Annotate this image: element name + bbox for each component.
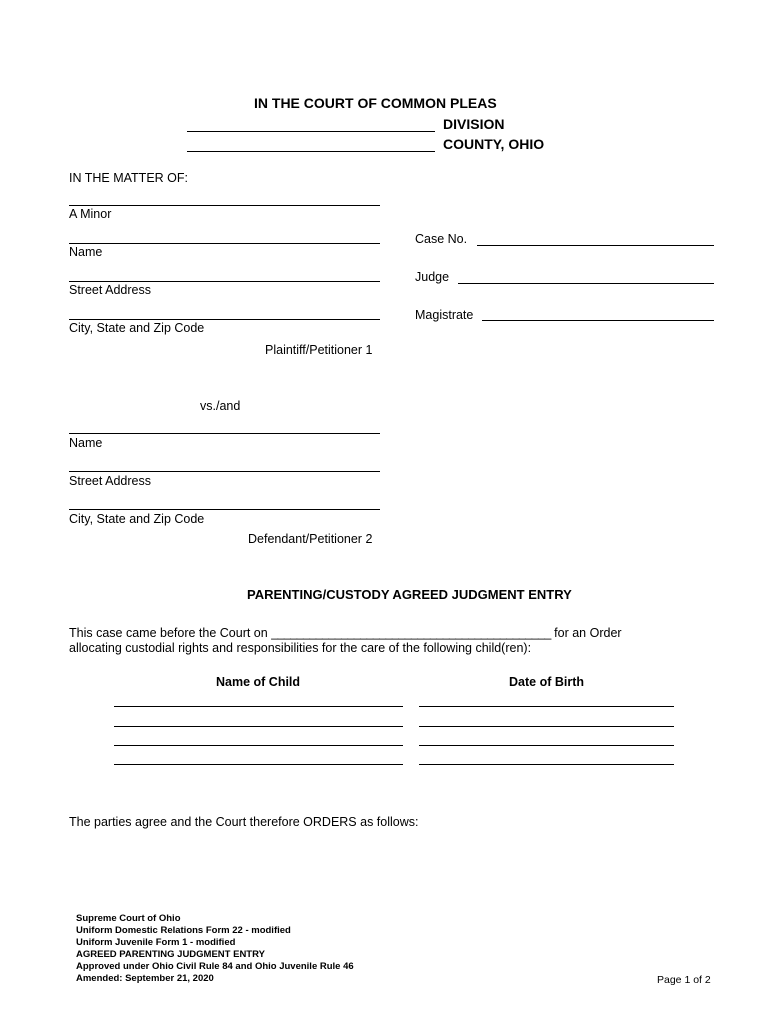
magistrate-label: Magistrate <box>415 308 474 322</box>
child-dob-line-3[interactable] <box>419 745 674 746</box>
plaintiff-street-label: Street Address <box>69 283 151 297</box>
defendant-name-field-line[interactable] <box>69 433 380 434</box>
plaintiff-name-label: Name <box>69 245 103 259</box>
child-name-line-2[interactable] <box>114 726 403 727</box>
plaintiff-city-field-line[interactable] <box>69 319 380 320</box>
intro-text-end: for an Order <box>554 626 622 640</box>
division-label: DIVISION <box>443 116 505 132</box>
defendant-city-field-line[interactable] <box>69 509 380 510</box>
matter-of-label: IN THE MATTER OF: <box>69 171 188 185</box>
child-name-line-3[interactable] <box>114 745 403 746</box>
orders-text: The parties agree and the Court therefore ORDERS as follows: <box>69 815 419 829</box>
child-dob-line-1[interactable] <box>419 706 674 707</box>
defendant-street-field-line[interactable] <box>69 471 380 472</box>
plaintiff-street-field-line[interactable] <box>69 281 380 282</box>
footer-line: Uniform Domestic Relations Form 22 - modified <box>76 925 291 936</box>
defendant-label: Defendant/Petitioner 2 <box>248 532 373 546</box>
defendant-street-label: Street Address <box>69 474 151 488</box>
vs-label: vs./and <box>200 399 241 413</box>
judge-field-line[interactable] <box>458 283 714 284</box>
page-number: Page 1 of 2 <box>657 974 711 986</box>
footer-line: Amended: September 21, 2020 <box>76 973 214 984</box>
defendant-city-label: City, State and Zip Code <box>69 512 205 526</box>
footer-form-info <box>76 913 354 985</box>
col-header-name-of-child: Name of Child <box>216 675 301 689</box>
footer-line: AGREED PARENTING JUDGMENT ENTRY <box>76 949 265 960</box>
intro-line-1 <box>69 627 622 640</box>
case-no-field-line[interactable] <box>477 245 714 246</box>
plaintiff-city-label: City, State and Zip Code <box>69 321 205 335</box>
hearing-date-blank[interactable]: ____________________________________________ <box>271 626 551 640</box>
minor-field-line[interactable] <box>69 205 380 206</box>
magistrate-field-line[interactable] <box>482 320 714 321</box>
defendant-name-label: Name <box>69 436 103 450</box>
plaintiff-name-field-line[interactable] <box>69 243 380 244</box>
county-label: COUNTY, OHIO <box>443 136 545 152</box>
child-name-line-1[interactable] <box>114 706 403 707</box>
child-dob-line-4[interactable] <box>419 764 674 765</box>
division-field-line[interactable] <box>187 131 435 132</box>
case-no-label: Case No. <box>415 232 468 246</box>
child-name-line-4[interactable] <box>114 764 403 765</box>
footer-line: Uniform Juvenile Form 1 - modified <box>76 937 236 948</box>
court-title: IN THE COURT OF COMMON PLEAS <box>254 95 497 111</box>
document-title: PARENTING/CUSTODY AGREED JUDGMENT ENTRY <box>247 587 572 602</box>
plaintiff-label: Plaintiff/Petitioner 1 <box>265 343 373 357</box>
intro-line-2: allocating custodial rights and responsibilities for the care of the following child(ren): <box>69 641 532 655</box>
footer-line: Supreme Court of Ohio <box>76 913 181 924</box>
judge-label: Judge <box>415 270 450 284</box>
intro-text-start: This case came before the Court on <box>69 626 268 640</box>
col-header-date-of-birth: Date of Birth <box>509 675 584 689</box>
minor-label: A Minor <box>69 207 112 221</box>
county-field-line[interactable] <box>187 151 435 152</box>
child-dob-line-2[interactable] <box>419 726 674 727</box>
footer-line: Approved under Ohio Civil Rule 84 and Ohio Juvenile Rule 46 <box>76 961 354 972</box>
